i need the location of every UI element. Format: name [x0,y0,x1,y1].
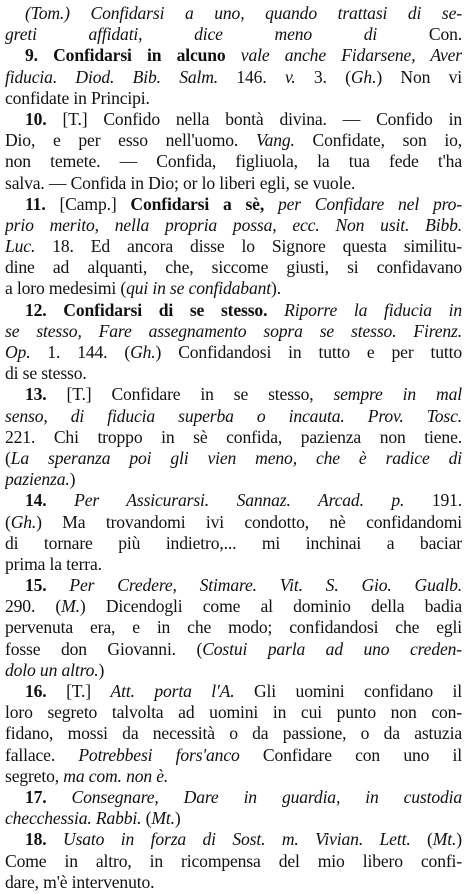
text-line [5,406,462,427]
text-run: ) [69,469,76,490]
italic-text: v. [284,66,314,87]
text-line [5,766,462,787]
text-line [5,745,462,766]
text-run: Dio, e per esso nell'uomo. [5,130,256,151]
italic-text: senso, di fiducia superba o incauta. Prov. Tosc. [5,405,462,426]
text-run: 191. [431,490,462,511]
text-run: ( [427,829,433,850]
italic-text: pazienza. [5,469,70,490]
text-run: ) [98,659,105,680]
text-run: salva. — Confida in Dio; or lo liberi egli, se vuole. [5,172,356,193]
text-run: ). [270,278,281,299]
italic-text: Usato in forza di Sost. m. Vivian. Lett. [63,829,428,850]
text-line [5,215,462,236]
text-run: 146. [236,66,285,87]
bold-text: 9. Confidarsi in alcuno [25,45,241,66]
bold-text: 16. [25,681,67,701]
text-run: ( [5,511,11,532]
text-line [5,639,462,660]
text-line [5,151,462,172]
text-run: 1. 144. ( [47,342,131,362]
text-run: ) Confidandosi in tutto e per tutto [155,342,462,362]
text-run: 221. Chi troppo in sè confida, pazienza non tiene. [5,426,462,447]
italic-text: Potrebbesi fors'anco [78,744,240,765]
text-line [5,45,462,66]
bold-text: 12. Confidarsi di se stesso. [25,299,285,320]
text-run: [T.] Confidare in se stesso, [66,384,334,405]
italic-text: se stesso, Fare assegnamento sopra se stesso. Firenz. [5,320,462,341]
text-run: pervenuta era, e in che modo; confidandosi che egli [5,617,462,638]
text-line [5,617,462,638]
text-line [5,278,462,299]
bold-text: 17. [25,786,72,807]
bold-text: 10. [25,108,63,129]
italic-text: Costui parla ad uno creden- [202,638,462,659]
text-run: di se stesso. [5,363,87,384]
italic-text: quando trattasi di se- [265,3,462,23]
italic-text: Mt. [432,829,457,850]
italic-text: M. [61,596,80,617]
italic-text: greti affidati, dice meno di [5,24,429,45]
text-line [5,575,462,596]
text-run: fosse don Giovanni. ( [5,638,203,659]
italic-text: Gh. [10,511,37,532]
italic-text: Consegnare, Dare in guardia, in custodia [71,786,462,807]
text-line [5,130,462,151]
text-run: segreto, [5,765,64,786]
text-run: fallace. [5,744,79,765]
text-run: loro segreto talvolta ad uomini in cui punto non con- [5,702,462,723]
italic-text: vale anche Fidarsene, Aver [240,45,462,66]
italic-text: Per Credere, Stimare. Vit. S. Gio. Gualb. [69,575,462,596]
text-run: ) Dicendogli come al dominio della badia [79,596,462,617]
italic-text: ma com. non è. [63,765,169,786]
text-line [5,808,462,829]
text-run: ) [174,808,181,829]
text-line [5,829,462,850]
italic-text: Vang. [255,130,295,151]
italic-text: La speranza poi gli vien meno, che è radice di [10,447,462,468]
text-run: fidano, mossi da necessità o da passione, o da astuzia [5,723,462,744]
text-run: ( [5,447,11,468]
bold-text: 18. [25,829,64,850]
text-line [5,173,462,194]
italic-text: Per Assicurarsi. Sannaz. Arcad. p. [74,490,432,511]
italic-text: prio merito, nella propria possa, ecc. Non usit. Bibb. [5,214,462,235]
text-line [5,702,462,723]
italic-text: per Confidare nel pro- [277,193,462,214]
italic-text: Gh. [130,342,156,362]
text-run: di tornare più indietro,... mi inchinai a baciar [5,532,462,553]
text-run: ) [456,829,462,850]
text-line [5,3,462,24]
text-run: confidate in Principi. [5,87,150,108]
italic-text: (Tom.) Confidarsi a uno, [25,3,266,23]
text-line [5,194,462,215]
italic-text: Gh. [350,66,377,87]
text-line [5,596,462,617]
text-line [5,448,462,469]
text-line [5,24,462,45]
text-run: dine ad alquanti, che, siccome giusti, si confidavano [5,257,462,278]
text-run: Con. [428,24,462,45]
italic-text: Luc. [5,236,53,257]
text-line [5,787,462,808]
text-line [5,342,462,363]
italic-text: fiducia. Diod. Bib. Salm. [5,66,237,87]
text-line [5,427,462,448]
text-line [5,490,462,511]
text-run: ) Non vi [376,66,462,87]
text-run: [T.] Confido nella bontà divina. — Confido in [62,108,462,129]
text-line [5,88,462,109]
bold-text: Confidarsi a sè, [130,193,278,214]
text-run: ( [145,808,152,829]
text-line [5,300,462,321]
text-line [5,554,462,575]
text-run: Confidare con uno il [239,744,462,765]
text-line [5,469,462,490]
italic-text: sempre in mal [333,384,462,405]
bold-text: 11. [25,193,60,214]
italic-text: Riporre la fiducia in [284,299,462,320]
text-line [5,363,462,384]
text-line [5,723,462,744]
text-line [5,851,462,872]
bold-text: 15. [25,575,70,596]
text-run: [T.] [66,681,111,701]
text-line [5,681,462,702]
text-run: Come in altro, in ricompensa del mio libero confi- [5,850,462,871]
italic-text: Att. porta l'A. [110,681,235,701]
text-run: non temete. — Confida, figliuola, la tua fede t'ha [5,151,462,172]
text-run: 290. ( [5,596,62,617]
italic-text: Op. [5,342,48,362]
text-line [5,321,462,342]
text-line [5,257,462,278]
text-run: ) Ma trovandomi ivi condotto, nè confidandomi [36,511,462,532]
text-run: prima la terra. [5,553,102,574]
italic-text: dolo un altro. [5,659,99,680]
italic-text: qui in se confidabant [126,278,271,299]
text-line [5,384,462,405]
text-line [5,109,462,130]
text-line [5,660,462,681]
bold-text: 14. [25,490,75,511]
text-run: Gli uomini confidano il [234,681,462,701]
text-line [5,533,462,554]
text-run: dare, m'è intervenuto. [5,871,155,892]
italic-text: Mt. [151,808,175,829]
text-line [5,512,462,533]
bold-text: 13. [25,384,67,405]
italic-text: checchessia. Rabbi. [5,808,146,829]
text-run: 18. Ed ancora disse lo Signore questa similitu- [52,236,462,257]
text-run: Confidate, son io, [294,130,462,151]
text-run: [Camp.] [59,193,131,214]
text-run: 3. ( [313,66,351,87]
text-line [5,236,462,257]
text-line [5,67,462,88]
text-line [5,872,462,893]
text-run: a loro medesimi ( [5,278,127,299]
